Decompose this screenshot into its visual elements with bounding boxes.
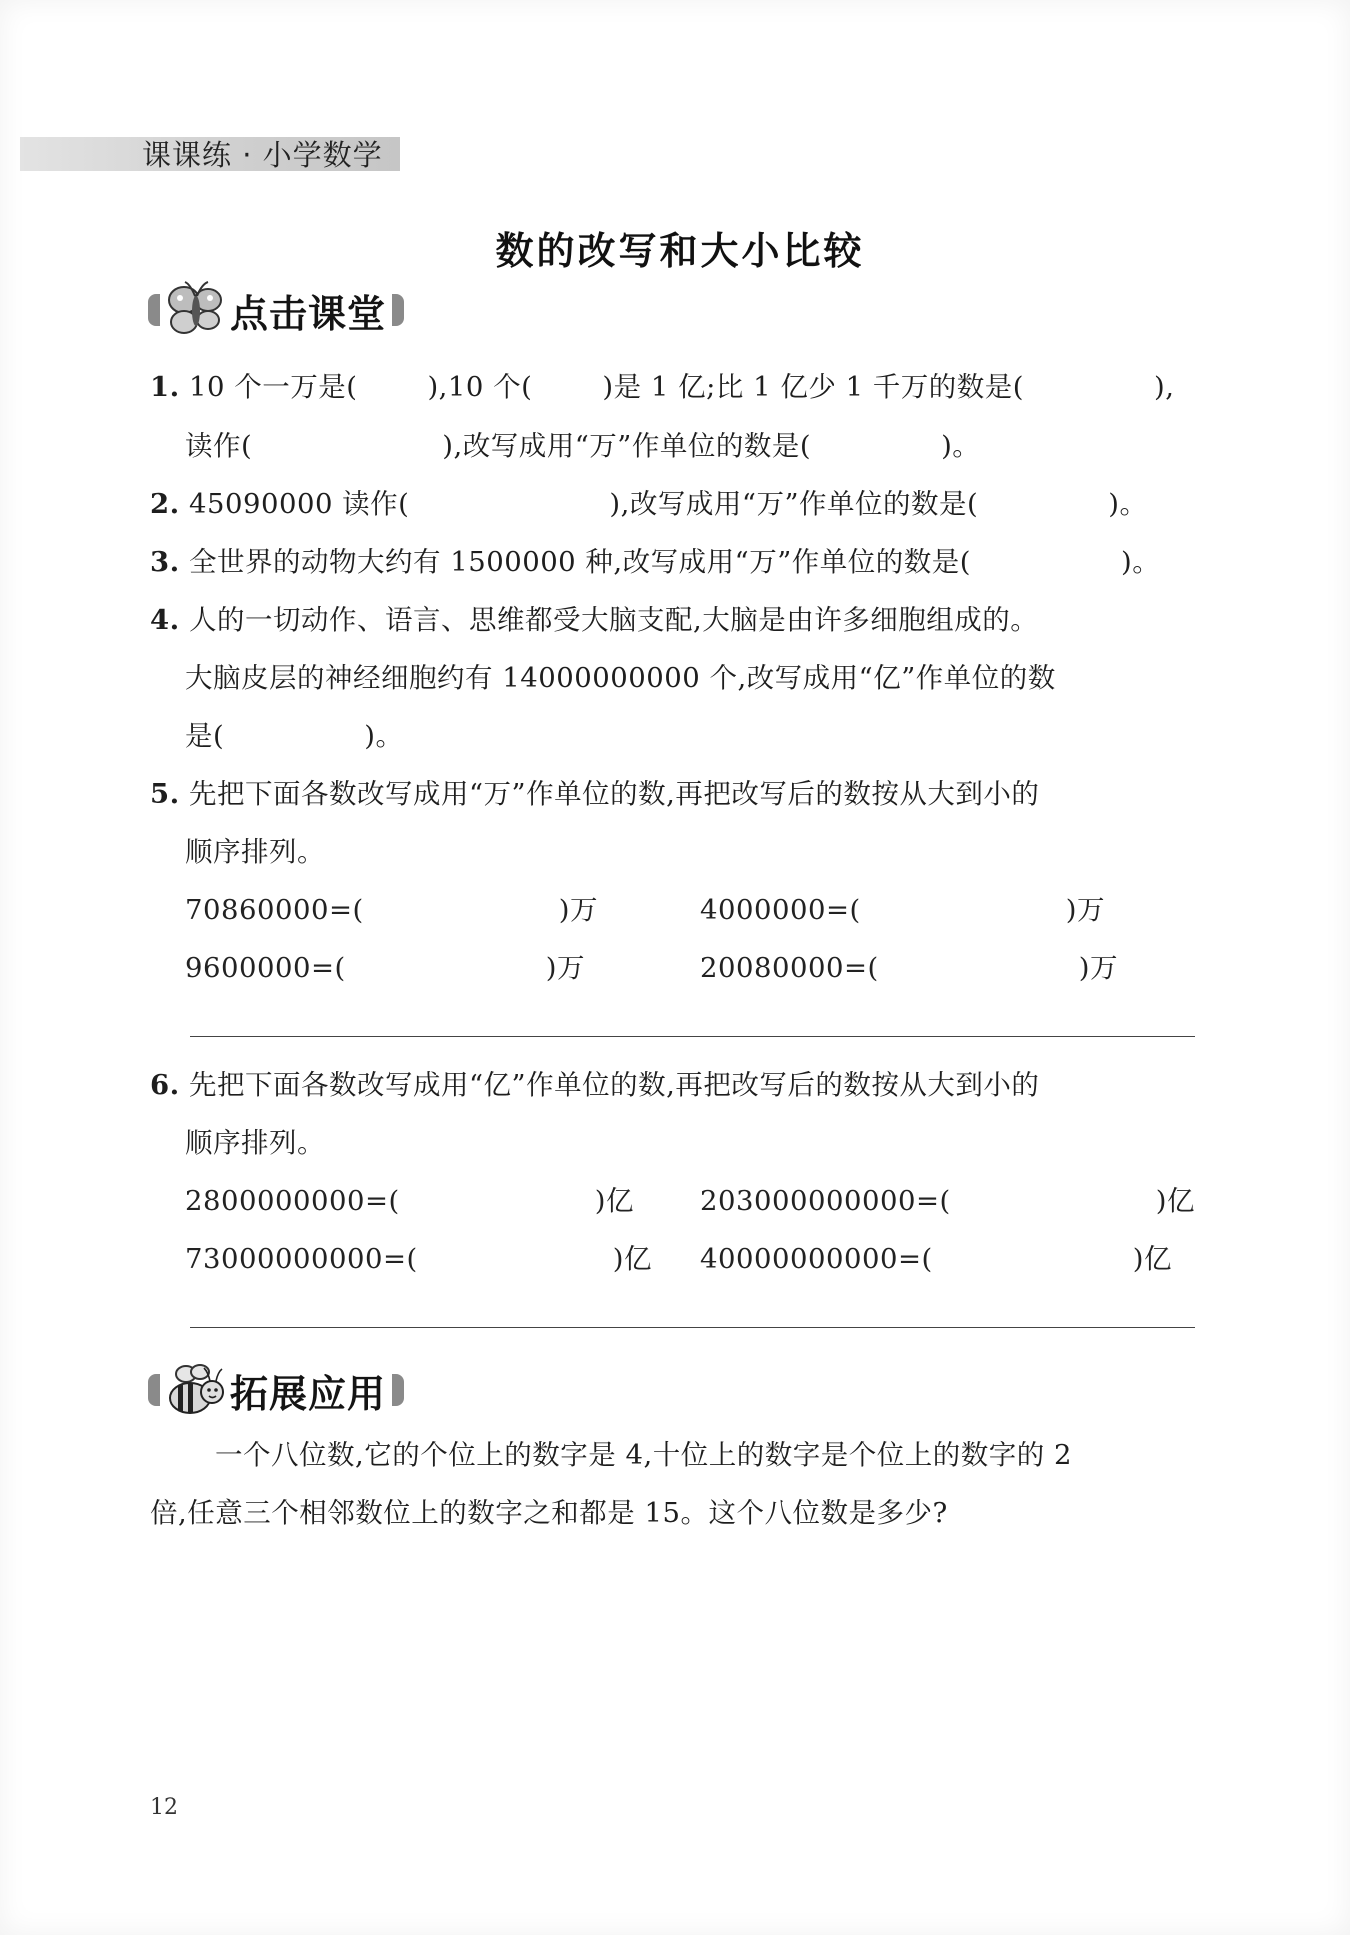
extension-problem-line-2: 倍,任意三个相邻数位上的数字之和都是 15。这个八位数是多少? [150,1497,948,1529]
question-5-line-2: 顺序排列。 [185,836,325,868]
q6-item: 203000000000=( )亿 [700,1185,1195,1217]
q5-answer-line[interactable] [190,1036,1195,1037]
page-number: 12 [150,1795,178,1820]
extension-problem-line-1: 一个八位数,它的个位上的数字是 4,十位上的数字是个位上的数字的 2 [215,1439,1072,1471]
q6-item: 73000000000=( )亿 [185,1243,652,1275]
page-title: 数的改写和大小比较 [495,229,865,273]
q6-item: 40000000000=( )亿 [700,1243,1172,1275]
section-cap-left [148,1374,160,1406]
question-2: 2. 45090000 读作( ),改写成用“万”作单位的数是( )。 [150,488,1148,520]
q5-item: 20080000=( )万 [700,952,1118,984]
running-header: 课课练 · 小学数学 [142,138,383,172]
section-header-practice [148,278,404,342]
bee-icon [164,1358,228,1422]
question-1-line-2: 读作( ),改写成用“万”作单位的数是( )。 [185,430,981,462]
question-4-line-2: 大脑皮层的神经细胞约有 14000000000 个,改写成用“亿”作单位的数 [185,662,1056,694]
section-label-practice: 点击课堂 [230,291,387,336]
question-3: 3. 全世界的动物大约有 1500000 种,改写成用“万”作单位的数是( )。 [150,546,1161,578]
butterfly-icon [164,278,228,342]
q5-item: 70860000=( )万 [185,894,598,926]
q6-answer-line[interactable] [190,1327,1195,1328]
question-4-line-3: 是( )。 [185,720,404,752]
question-6-line-2: 顺序排列。 [185,1127,325,1159]
question-6-line-1: 6. 先把下面各数改写成用“亿”作单位的数,再把改写后的数按从大到小的 [150,1069,1040,1101]
section-label-extension: 拓展应用 [230,1371,387,1416]
q5-item: 9600000=( )万 [185,952,585,984]
section-cap-right [392,294,404,326]
section-cap-left [148,294,160,326]
question-5-line-1: 5. 先把下面各数改写成用“万”作单位的数,再把改写后的数按从大到小的 [150,778,1040,810]
section-cap-right [392,1374,404,1406]
section-header-extension [148,1358,404,1422]
q6-item: 2800000000=( )亿 [185,1185,634,1217]
question-1-line-1: 1. 10 个一万是( ),10 个( )是 1 亿;比 1 亿少 1 千万的数是( ), [150,371,1175,403]
question-4-line-1: 4. 人的一切动作、语言、思维都受大脑支配,大脑是由许多细胞组成的。 [150,604,1039,636]
q5-item: 4000000=( )万 [700,894,1105,926]
